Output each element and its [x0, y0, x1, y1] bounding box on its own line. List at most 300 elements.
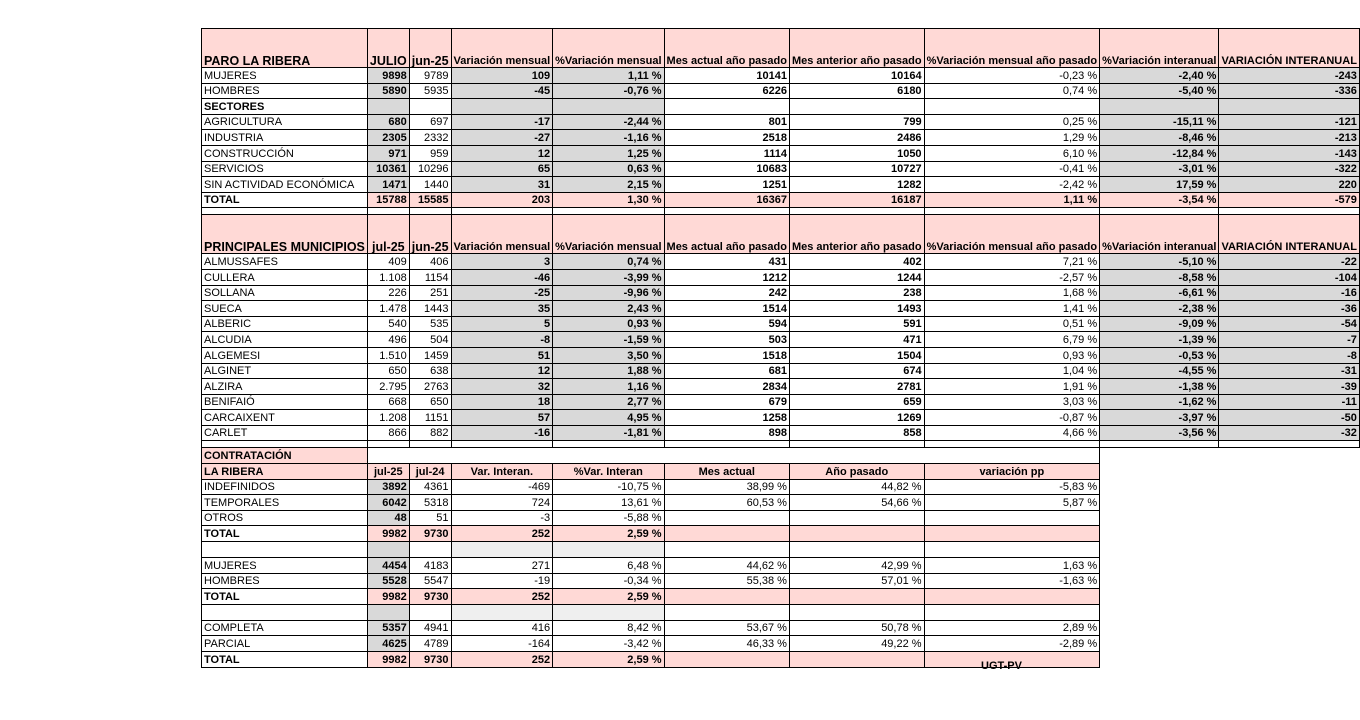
row-label: HOMBRES: [202, 83, 368, 99]
value-cell: 1514: [664, 301, 789, 317]
value-cell: -19: [451, 573, 553, 589]
value-cell: -27: [451, 130, 553, 146]
value-cell: -2,42 %: [924, 177, 1100, 193]
value-cell: -121: [1219, 114, 1359, 130]
spacer-cell: [924, 208, 1100, 215]
value-cell: 46,33 %: [664, 636, 789, 652]
table-row: [202, 177, 1360, 193]
value-cell: 1,29 %: [924, 130, 1100, 146]
row-label: AGRICULTURA: [202, 114, 368, 130]
blank: [1100, 573, 1219, 589]
empty-cell: [1219, 99, 1359, 115]
column-header: Mes actual año pasado: [664, 29, 789, 68]
value-cell: 3: [451, 254, 553, 270]
value-cell: 4183: [409, 558, 451, 574]
value-cell: 2,15 %: [553, 177, 664, 193]
spacer-cell: [1100, 208, 1219, 215]
value-cell: 4454: [367, 558, 409, 574]
value-cell: 238: [789, 285, 924, 301]
table-row: [202, 332, 1360, 348]
spacer-row: [202, 441, 1360, 448]
column-header: Mes anterior año pasado: [789, 29, 924, 68]
value-cell: 4941: [409, 620, 451, 636]
value-cell: -36: [1219, 301, 1359, 317]
value-cell: 31: [451, 177, 553, 193]
value-cell: 1.478: [367, 301, 409, 317]
municipios-header-row: [202, 215, 1360, 254]
value-cell: 2518: [664, 130, 789, 146]
spacer-cell: [553, 542, 664, 558]
value-cell: 1471: [367, 177, 409, 193]
value-cell: 55,38 %: [664, 573, 789, 589]
value-cell: 431: [664, 254, 789, 270]
value-cell: 15788: [367, 192, 409, 208]
value-cell: 4361: [409, 479, 451, 495]
blank: [1100, 526, 1219, 542]
blank: [1100, 464, 1219, 480]
value-cell: 10164: [789, 68, 924, 84]
row-label: TOTAL: [202, 589, 368, 605]
value-cell: 496: [367, 332, 409, 348]
value-cell: 2,89 %: [924, 620, 1100, 636]
blank: [1219, 526, 1359, 542]
value-cell: 50,78 %: [789, 620, 924, 636]
blank: [1219, 652, 1359, 668]
section-label: SECTORES: [202, 99, 368, 115]
table-row: [202, 130, 1360, 146]
spacer-cell: [553, 208, 664, 215]
column-header: jul-25: [367, 215, 409, 254]
total-row: [202, 192, 1360, 208]
contratacion-title-row: [202, 448, 1360, 464]
empty-cell: [664, 652, 789, 668]
value-cell: 252: [451, 526, 553, 542]
row-label: MUJERES: [202, 68, 368, 84]
table-row: [202, 379, 1360, 395]
value-cell: 251: [409, 285, 451, 301]
value-cell: 44,82 %: [789, 479, 924, 495]
value-cell: 3,03 %: [924, 394, 1100, 410]
value-cell: 858: [789, 425, 924, 441]
spacer-cell: [202, 604, 368, 620]
value-cell: 2781: [789, 379, 924, 395]
value-cell: -0,23 %: [924, 68, 1100, 84]
value-cell: -213: [1219, 130, 1359, 146]
spacer-cell: [202, 542, 368, 558]
value-cell: 0,74 %: [553, 254, 664, 270]
value-cell: -12,84 %: [1100, 145, 1219, 161]
table-row: [202, 68, 1360, 84]
spacer-cell: [409, 542, 451, 558]
value-cell: 2486: [789, 130, 924, 146]
column-header: %Variación interanual: [1100, 215, 1219, 254]
value-cell: 0,51 %: [924, 316, 1100, 332]
column-header: Mes actual año pasado: [664, 215, 789, 254]
value-cell: -1,63 %: [924, 573, 1100, 589]
empty-cell: [924, 99, 1100, 115]
value-cell: 9982: [367, 526, 409, 542]
value-cell: 1493: [789, 301, 924, 317]
value-cell: 540: [367, 316, 409, 332]
column-header: VARIACIÓN INTERANUAL: [1219, 215, 1359, 254]
spacer-cell: [789, 542, 924, 558]
value-cell: 402: [789, 254, 924, 270]
value-cell: 1,11 %: [924, 192, 1100, 208]
value-cell: -16: [1219, 285, 1359, 301]
spacer-cell: [367, 604, 409, 620]
value-cell: -2,44 %: [553, 114, 664, 130]
value-cell: 0,25 %: [924, 114, 1100, 130]
value-cell: -2,40 %: [1100, 68, 1219, 84]
row-label: ALMUSSAFES: [202, 254, 368, 270]
table-row: [202, 83, 1360, 99]
value-cell: 1,25 %: [553, 145, 664, 161]
value-cell: 1269: [789, 410, 924, 426]
spacer-cell: [202, 441, 368, 448]
value-cell: 2763: [409, 379, 451, 395]
value-cell: 42,99 %: [789, 558, 924, 574]
table-row: [202, 573, 1360, 589]
value-cell: -1,39 %: [1100, 332, 1219, 348]
value-cell: -579: [1219, 192, 1359, 208]
value-cell: 5318: [409, 495, 451, 511]
value-cell: 8,42 %: [553, 620, 664, 636]
value-cell: 9730: [409, 652, 451, 668]
value-cell: 10141: [664, 68, 789, 84]
value-cell: 10296: [409, 161, 451, 177]
value-cell: -5,10 %: [1100, 254, 1219, 270]
empty-cell: [789, 652, 924, 668]
spacer-cell: [451, 542, 553, 558]
row-label: TOTAL: [202, 192, 368, 208]
value-cell: 53,67 %: [664, 620, 789, 636]
table-row: [202, 269, 1360, 285]
column-header: variación pp: [924, 464, 1100, 480]
value-cell: 3892: [367, 479, 409, 495]
value-cell: [924, 510, 1100, 526]
value-cell: -8: [1219, 347, 1359, 363]
value-cell: 5528: [367, 573, 409, 589]
value-cell: -22: [1219, 254, 1359, 270]
value-cell: 1212: [664, 269, 789, 285]
value-cell: -54: [1219, 316, 1359, 332]
value-cell: 679: [664, 394, 789, 410]
table-row: [202, 363, 1360, 379]
spacer-cell: [1219, 208, 1359, 215]
value-cell: 60,53 %: [664, 495, 789, 511]
value-cell: 799: [789, 114, 924, 130]
value-cell: -39: [1219, 379, 1359, 395]
spacer-row: [202, 208, 1360, 215]
value-cell: -322: [1219, 161, 1359, 177]
value-cell: 5890: [367, 83, 409, 99]
value-cell: 0,93 %: [553, 316, 664, 332]
row-label: MUJERES: [202, 558, 368, 574]
value-cell: 1.108: [367, 269, 409, 285]
table-row: [202, 161, 1360, 177]
blank: [1219, 495, 1359, 511]
spacer-cell: [202, 208, 368, 215]
spacer-cell: [409, 441, 451, 448]
blank: [1219, 479, 1359, 495]
value-cell: 3,50 %: [553, 347, 664, 363]
value-cell: 220: [1219, 177, 1359, 193]
value-cell: -15,11 %: [1100, 114, 1219, 130]
value-cell: 9730: [409, 589, 451, 605]
value-cell: -1,38 %: [1100, 379, 1219, 395]
row-label: HOMBRES: [202, 573, 368, 589]
column-header: jul-25: [367, 464, 409, 480]
empty-cell: [924, 526, 1100, 542]
empty-cell: [924, 589, 1100, 605]
value-cell: -3,01 %: [1100, 161, 1219, 177]
table-row: [202, 145, 1360, 161]
blank: [1219, 464, 1359, 480]
value-cell: -0,76 %: [553, 83, 664, 99]
value-cell: -3,99 %: [553, 269, 664, 285]
value-cell: 35: [451, 301, 553, 317]
empty-cell: [367, 448, 1099, 464]
empty-cell: [789, 589, 924, 605]
value-cell: 697: [409, 114, 451, 130]
value-cell: 10727: [789, 161, 924, 177]
column-header: Mes anterior año pasado: [789, 215, 924, 254]
value-cell: -3: [451, 510, 553, 526]
value-cell: -1,62 %: [1100, 394, 1219, 410]
value-cell: 17,59 %: [1100, 177, 1219, 193]
value-cell: 44,62 %: [664, 558, 789, 574]
blank: [1100, 510, 1219, 526]
column-header: jul-24: [409, 464, 451, 480]
value-cell: 724: [451, 495, 553, 511]
blank: [1100, 589, 1219, 605]
value-cell: 0,93 %: [924, 347, 1100, 363]
blank: [1219, 542, 1359, 558]
column-header: %Variación mensual año pasado: [924, 29, 1100, 68]
table-row: [202, 620, 1360, 636]
row-label: CONSTRUCCIÓN: [202, 145, 368, 161]
column-header: %Variación mensual año pasado: [924, 215, 1100, 254]
value-cell: 882: [409, 425, 451, 441]
value-cell: -0,34 %: [553, 573, 664, 589]
table-row: [202, 425, 1360, 441]
table-row: [202, 479, 1360, 495]
value-cell: -5,88 %: [553, 510, 664, 526]
row-label: TOTAL: [202, 526, 368, 542]
value-cell: -3,56 %: [1100, 425, 1219, 441]
table-row: [202, 394, 1360, 410]
value-cell: 1.208: [367, 410, 409, 426]
value-cell: -5,83 %: [924, 479, 1100, 495]
value-cell: 959: [409, 145, 451, 161]
value-cell: 471: [789, 332, 924, 348]
value-cell: 594: [664, 316, 789, 332]
empty-cell: [1100, 99, 1219, 115]
value-cell: -31: [1219, 363, 1359, 379]
value-cell: 866: [367, 425, 409, 441]
value-cell: 1151: [409, 410, 451, 426]
value-cell: 9982: [367, 652, 409, 668]
value-cell: 32: [451, 379, 553, 395]
value-cell: 650: [367, 363, 409, 379]
empty-cell: [553, 99, 664, 115]
contratacion-header-row: [202, 464, 1360, 480]
spacer-cell: [367, 441, 409, 448]
value-cell: 9730: [409, 526, 451, 542]
value-cell: 1,91 %: [924, 379, 1100, 395]
value-cell: -164: [451, 636, 553, 652]
value-cell: 5357: [367, 620, 409, 636]
spacer-cell: [451, 208, 553, 215]
row-label: ALBERIC: [202, 316, 368, 332]
spacer-cell: [1219, 441, 1359, 448]
data-table: [201, 28, 1360, 668]
value-cell: 51: [409, 510, 451, 526]
value-cell: 1,41 %: [924, 301, 1100, 317]
row-label: TEMPORALES: [202, 495, 368, 511]
value-cell: 504: [409, 332, 451, 348]
value-cell: 9982: [367, 589, 409, 605]
blank: [1100, 620, 1219, 636]
value-cell: -8: [451, 332, 553, 348]
value-cell: 2,77 %: [553, 394, 664, 410]
value-cell: -6,61 %: [1100, 285, 1219, 301]
blank: [1219, 604, 1359, 620]
value-cell: -0,53 %: [1100, 347, 1219, 363]
row-label: SERVICIOS: [202, 161, 368, 177]
empty-cell: [789, 99, 924, 115]
total-row: [202, 589, 1360, 605]
value-cell: 2,59 %: [553, 526, 664, 542]
value-cell: 49,22 %: [789, 636, 924, 652]
row-label: ALGEMESI: [202, 347, 368, 363]
blank: [1100, 542, 1219, 558]
value-cell: 5935: [409, 83, 451, 99]
spacer-cell: [789, 441, 924, 448]
value-cell: -469: [451, 479, 553, 495]
value-cell: 674: [789, 363, 924, 379]
value-cell: 6,48 %: [553, 558, 664, 574]
spacer-cell: [409, 604, 451, 620]
blank: [1100, 636, 1219, 652]
value-cell: 668: [367, 394, 409, 410]
value-cell: 1251: [664, 177, 789, 193]
value-cell: -243: [1219, 68, 1359, 84]
row-label: SUECA: [202, 301, 368, 317]
value-cell: 4,95 %: [553, 410, 664, 426]
value-cell: -3,97 %: [1100, 410, 1219, 426]
paro-header-row: [202, 29, 1360, 68]
row-label: CARCAIXENT: [202, 410, 368, 426]
value-cell: 2.795: [367, 379, 409, 395]
value-cell: 2332: [409, 130, 451, 146]
spacer-cell: [553, 604, 664, 620]
value-cell: -10,75 %: [553, 479, 664, 495]
table-row: [202, 301, 1360, 317]
value-cell: 6180: [789, 83, 924, 99]
blank: [1100, 558, 1219, 574]
value-cell: 109: [451, 68, 553, 84]
spreadsheet: [201, 28, 1360, 668]
value-cell: 18: [451, 394, 553, 410]
value-cell: -9,09 %: [1100, 316, 1219, 332]
value-cell: 12: [451, 363, 553, 379]
spacer-cell: [664, 604, 789, 620]
blank: [1219, 620, 1359, 636]
blank: [1100, 479, 1219, 495]
value-cell: 6042: [367, 495, 409, 511]
value-cell: 16367: [664, 192, 789, 208]
value-cell: 1443: [409, 301, 451, 317]
value-cell: [789, 510, 924, 526]
value-cell: 1440: [409, 177, 451, 193]
value-cell: 16187: [789, 192, 924, 208]
value-cell: 681: [664, 363, 789, 379]
value-cell: 409: [367, 254, 409, 270]
value-cell: 535: [409, 316, 451, 332]
spacer-row: [202, 542, 1360, 558]
value-cell: 2305: [367, 130, 409, 146]
empty-cell: [367, 99, 409, 115]
total-row: [202, 526, 1360, 542]
section-title: CONTRATACIÓN: [202, 448, 368, 464]
spacer-cell: [789, 604, 924, 620]
value-cell: 38,99 %: [664, 479, 789, 495]
row-label: PARCIAL: [202, 636, 368, 652]
value-cell: 971: [367, 145, 409, 161]
row-label: SIN ACTIVIDAD ECONÓMICA: [202, 177, 368, 193]
value-cell: 591: [789, 316, 924, 332]
value-cell: -32: [1219, 425, 1359, 441]
table-row: [202, 410, 1360, 426]
value-cell: 1518: [664, 347, 789, 363]
value-cell: 801: [664, 114, 789, 130]
spacer-cell: [451, 441, 553, 448]
table-title: PRINCIPALES MUNICIPIOS: [202, 215, 368, 254]
blank: [1100, 604, 1219, 620]
value-cell: 680: [367, 114, 409, 130]
row-label: INDEFINIDOS: [202, 479, 368, 495]
column-header: Var. Interan.: [451, 464, 553, 480]
blank: [1219, 589, 1359, 605]
column-header: %Variación interanual: [1100, 29, 1219, 68]
value-cell: -8,58 %: [1100, 269, 1219, 285]
value-cell: 650: [409, 394, 451, 410]
spacer-cell: [924, 441, 1100, 448]
column-header: Año pasado: [789, 464, 924, 480]
table-row: [202, 347, 1360, 363]
value-cell: 15585: [409, 192, 451, 208]
value-cell: 1,04 %: [924, 363, 1100, 379]
value-cell: 1504: [789, 347, 924, 363]
value-cell: 898: [664, 425, 789, 441]
value-cell: 4625: [367, 636, 409, 652]
empty-cell: [664, 589, 789, 605]
value-cell: 10361: [367, 161, 409, 177]
column-header: %Var. Interan: [553, 464, 664, 480]
value-cell: -143: [1219, 145, 1359, 161]
value-cell: 226: [367, 285, 409, 301]
value-cell: 10683: [664, 161, 789, 177]
spacer-cell: [664, 441, 789, 448]
value-cell: -104: [1219, 269, 1359, 285]
value-cell: 2,59 %: [553, 652, 664, 668]
value-cell: 57,01 %: [789, 573, 924, 589]
empty-cell: [789, 526, 924, 542]
empty-cell: [664, 526, 789, 542]
value-cell: 1154: [409, 269, 451, 285]
table-row: [202, 510, 1360, 526]
